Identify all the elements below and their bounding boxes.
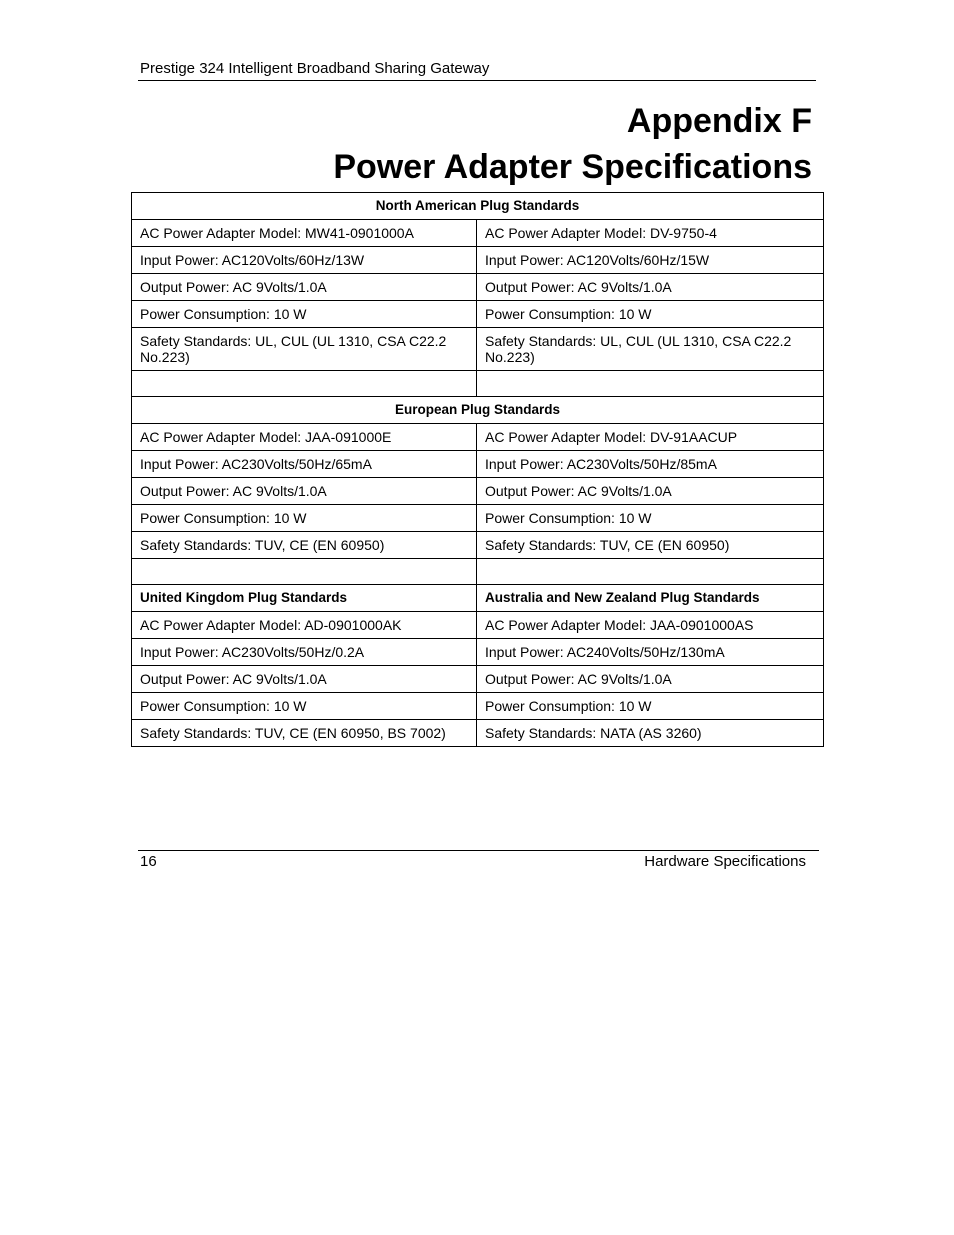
table-cell: Safety Standards: UL, CUL (UL 1310, CSA C22.2 No.223) <box>477 328 824 371</box>
table-row <box>132 505 824 532</box>
table-row <box>132 693 824 720</box>
table-cell: Input Power: AC120Volts/60Hz/13W <box>132 247 477 274</box>
table-cell: Input Power: AC240Volts/50Hz/130mA <box>477 639 824 666</box>
table-cell: AC Power Adapter Model: JAA-0901000AS <box>477 612 824 639</box>
footer-rule <box>138 850 819 851</box>
table-row <box>132 720 824 747</box>
table-cell: Safety Standards: NATA (AS 3260) <box>477 720 824 747</box>
table-cell: Input Power: AC230Volts/50Hz/85mA <box>477 451 824 478</box>
table-cell: Safety Standards: TUV, CE (EN 60950) <box>477 532 824 559</box>
empty-cell <box>477 559 824 585</box>
footer-section-title: Hardware Specifications <box>644 853 806 870</box>
power-adapter-spec-table <box>131 192 824 747</box>
european-heading: European Plug Standards <box>132 397 824 424</box>
table-cell: Input Power: AC230Volts/50Hz/0.2A <box>132 639 477 666</box>
appendix-subtitle: Power Adapter Specifications <box>333 148 812 186</box>
table-row <box>132 397 824 424</box>
table-row <box>132 478 824 505</box>
table-cell: Safety Standards: UL, CUL (UL 1310, CSA C22.2 No.223) <box>132 328 477 371</box>
table-cell: Output Power: AC 9Volts/1.0A <box>477 478 824 505</box>
table-cell: Output Power: AC 9Volts/1.0A <box>132 274 477 301</box>
table-cell: Power Consumption: 10 W <box>132 505 477 532</box>
north-american-heading: North American Plug Standards <box>132 193 824 220</box>
table-row <box>132 639 824 666</box>
blank-row <box>132 559 824 585</box>
table-cell: AC Power Adapter Model: MW41-0901000A <box>132 220 477 247</box>
uk-heading: United Kingdom Plug Standards <box>132 585 477 612</box>
table-row <box>132 193 824 220</box>
table-row <box>132 220 824 247</box>
table-cell: Output Power: AC 9Volts/1.0A <box>477 274 824 301</box>
table-cell: AC Power Adapter Model: DV-91AACUP <box>477 424 824 451</box>
table-cell: Input Power: AC230Volts/50Hz/65mA <box>132 451 477 478</box>
header-rule <box>138 80 816 81</box>
table-cell: Output Power: AC 9Volts/1.0A <box>132 666 477 693</box>
empty-cell <box>132 371 477 397</box>
table-row <box>132 274 824 301</box>
table-cell: Input Power: AC120Volts/60Hz/15W <box>477 247 824 274</box>
aus-nz-heading: Australia and New Zealand Plug Standards <box>477 585 824 612</box>
appendix-title: Appendix F <box>626 102 812 140</box>
running-header: Prestige 324 Intelligent Broadband Sharing Gateway <box>140 60 490 77</box>
page-number: 16 <box>140 853 157 870</box>
table-row <box>132 451 824 478</box>
table-row <box>132 301 824 328</box>
table-cell: Power Consumption: 10 W <box>477 505 824 532</box>
table-cell: Output Power: AC 9Volts/1.0A <box>132 478 477 505</box>
table-cell: Power Consumption: 10 W <box>132 301 477 328</box>
table-row <box>132 328 824 371</box>
table-row <box>132 532 824 559</box>
empty-cell <box>477 371 824 397</box>
table-cell: Power Consumption: 10 W <box>477 301 824 328</box>
page-title <box>333 98 812 190</box>
empty-cell <box>132 559 477 585</box>
table-row <box>132 247 824 274</box>
table-row <box>132 424 824 451</box>
table-cell: AC Power Adapter Model: JAA-091000E <box>132 424 477 451</box>
table-cell: AC Power Adapter Model: AD-0901000AK <box>132 612 477 639</box>
table-row <box>132 585 824 612</box>
table-cell: Power Consumption: 10 W <box>132 693 477 720</box>
table-cell: Output Power: AC 9Volts/1.0A <box>477 666 824 693</box>
table-cell: AC Power Adapter Model: DV-9750-4 <box>477 220 824 247</box>
blank-row <box>132 371 824 397</box>
table-cell: Power Consumption: 10 W <box>477 693 824 720</box>
table-row <box>132 666 824 693</box>
table-row <box>132 612 824 639</box>
table-cell: Safety Standards: TUV, CE (EN 60950, BS 7002) <box>132 720 477 747</box>
table-cell: Safety Standards: TUV, CE (EN 60950) <box>132 532 477 559</box>
